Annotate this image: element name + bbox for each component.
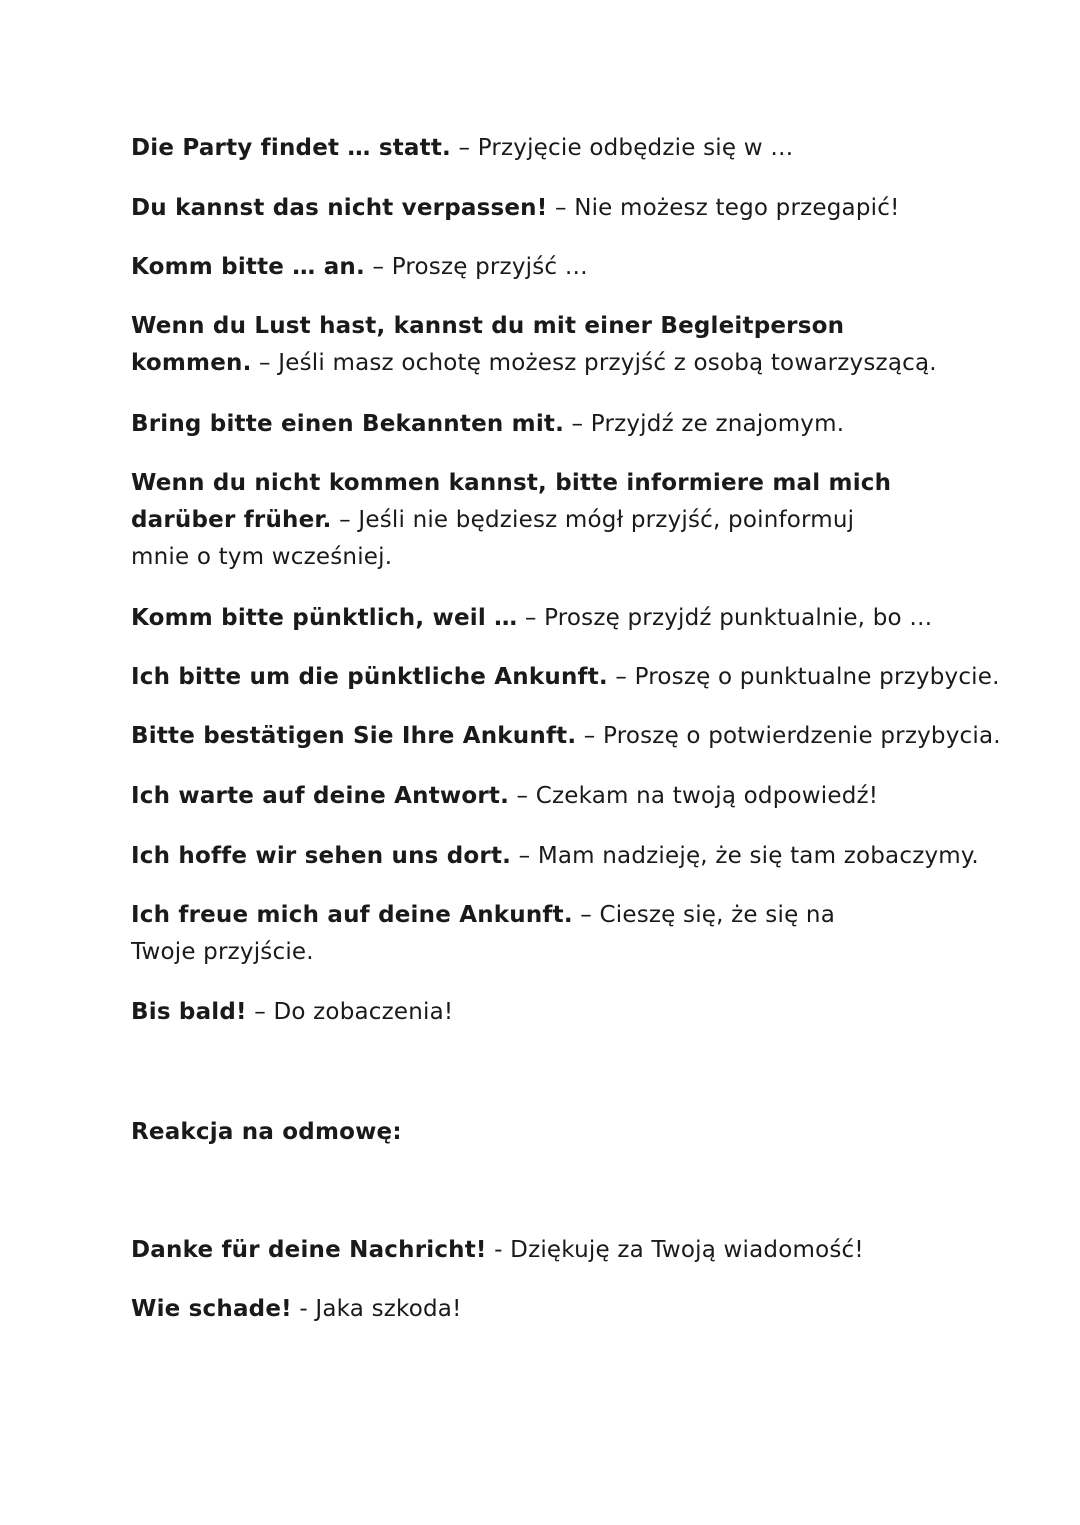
separator: –	[450, 135, 478, 161]
german-phrase: Wenn du nicht kommen kannst, bitte informiere mal mich darüber früher.	[131, 470, 892, 533]
german-phrase: Bis bald!	[131, 999, 247, 1025]
separator: –	[364, 254, 392, 280]
separator: –	[564, 411, 591, 437]
phrase-line	[131, 718, 1001, 755]
polish-translation: Czekam na twoją odpowiedź!	[535, 783, 879, 809]
phrase-line	[131, 130, 951, 167]
phrase-line	[131, 308, 951, 382]
phrase-line	[131, 249, 951, 286]
phrase-line	[131, 406, 951, 443]
separator: –	[251, 350, 279, 376]
german-phrase: Ich bitte um die pünktliche Ankunft.	[131, 664, 608, 690]
german-phrase: Du kannst das nicht verpassen!	[131, 195, 548, 221]
separator: -	[486, 1237, 511, 1263]
section-heading: Reakcja na odmowę:	[131, 1119, 402, 1145]
separator: –	[331, 507, 359, 533]
separator: –	[509, 783, 536, 809]
separator: –	[572, 902, 600, 928]
phrase-line	[131, 1291, 951, 1328]
german-phrase: Bitte bestätigen Sie Ihre Ankunft.	[131, 723, 577, 749]
polish-translation: Cieszę się, że się na Twoje przyjście.	[131, 902, 836, 965]
polish-translation: Proszę przyjść …	[391, 254, 588, 280]
polish-translation: Mam nadzieję, że się tam zobaczymy.	[537, 843, 979, 869]
separator: –	[547, 195, 575, 221]
german-phrase: Ich warte auf deine Antwort.	[131, 783, 510, 809]
separator: –	[607, 664, 635, 690]
polish-translation: Proszę o potwierdzenie przybycia.	[603, 723, 1001, 749]
phrase-line	[131, 600, 951, 637]
german-phrase: Ich freue mich auf deine Ankunft.	[131, 902, 573, 928]
german-phrase: Bring bitte einen Bekannten mit.	[131, 411, 565, 437]
polish-translation: Jeśli masz ochotę możesz przyjść z osobą towarzyszącą.	[278, 350, 937, 376]
separator: –	[576, 723, 604, 749]
phrase-line	[131, 659, 1000, 696]
german-phrase: Komm bitte … an.	[131, 254, 365, 280]
phrase-line	[131, 994, 951, 1031]
german-phrase: Die Party findet … statt.	[131, 135, 451, 161]
polish-translation: Proszę przyjdź punktualnie, bo …	[544, 605, 933, 631]
polish-translation: Dziękuję za Twoją wiadomość!	[510, 1237, 864, 1263]
separator: –	[517, 605, 545, 631]
phrase-line	[131, 838, 979, 875]
phrase-line	[131, 1232, 951, 1269]
separator: -	[291, 1296, 316, 1322]
polish-translation: Do zobaczenia!	[273, 999, 454, 1025]
separator: –	[511, 843, 538, 869]
german-phrase: Wenn du Lust hast, kannst du mit einer Begleitperson kommen.	[131, 313, 845, 376]
separator: –	[246, 999, 274, 1025]
polish-translation: Przyjdź ze znajomym.	[590, 411, 845, 437]
polish-translation: Proszę o punktualne przybycie.	[634, 664, 1000, 690]
german-phrase: Ich hoffe wir sehen uns dort.	[131, 843, 512, 869]
german-phrase: Komm bitte pünktlich, weil …	[131, 605, 518, 631]
german-phrase: Wie schade!	[131, 1296, 292, 1322]
polish-translation: Przyjęcie odbędzie się w …	[477, 135, 794, 161]
phrase-line	[131, 190, 951, 227]
polish-translation: Jaka szkoda!	[315, 1296, 462, 1322]
phrase-line	[131, 465, 911, 576]
phrase-line	[131, 897, 891, 971]
polish-translation: Jeśli nie będziesz mógł przyjść, poinformuj mnie o tym wcześniej.	[131, 507, 855, 570]
german-phrase: Danke für deine Nachricht!	[131, 1237, 487, 1263]
phrase-line	[131, 778, 951, 815]
polish-translation: Nie możesz tego przegapić!	[574, 195, 900, 221]
